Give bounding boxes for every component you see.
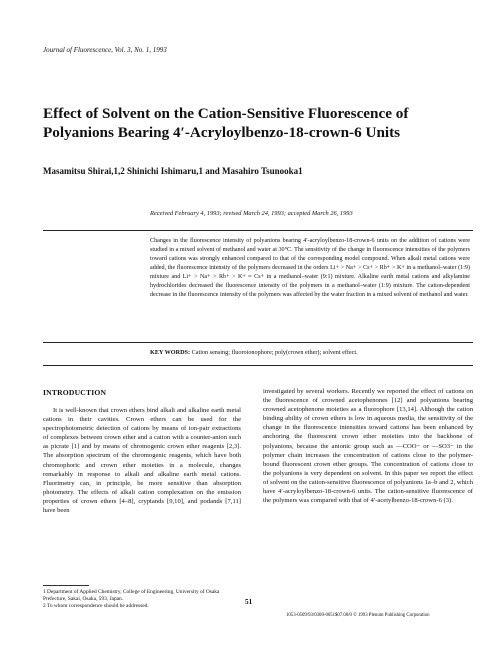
abstract-bottom-rule <box>43 342 473 343</box>
intro-paragraph-right: investigated by several workers. Recently we reported the effect of cations on the fluorescence of crowned acetophenones [12] and polyanions bearing crowned acetophenone moieties as a fluorophore [13,14]. Although the cation binding ability of crown ethers is low in aqueous media, the sensitivity of the change in the fluorescence intensities toward cations has been enhanced by anchoring the fluorescent crown ether moieties into the backbone of polyanions, because the anionic group such as —COO− or —SO3− in the polymer chain increases the concentration of cations close to the polymer-bound fluorescent crown ether groups. The concentration of cations close to the polyanions is very dependent on solvent. In this paper we report the effect of solvent on the cation-sensitive fluorescence of polyanions 1a–b and 2, which have 4′-acryloylbenzo-18-crown-6 units. The cation-sensitive fluorescence of the polymers was compared with that of 4′-acetylbenzo-18-crown-6 (3). <box>263 388 473 505</box>
intro-paragraph-left: It is well-known that crown ethers bind alkali and alkaline earth metal cations in their cavities. Crown ethers can be used for the spectrophotometric detection of cations by means of ion-pair extractions of complexes between crown ether and a cation with a counter-anion such as picrate [1] and by means of chromogenic crown ether reagents [2,3]. The absorption spectrum of the chromogenic reagents, which have both chromophoric and crown ether moieties in a molecule, changes remarkably in response to alkali and alkaline earth metal cations. Fluorimetry can, in principle, be more sensitive than absorption photometry. The effects of alkali cation complexation on the emission properties of crown ethers [4–8], cryptands [9,10], and podands [7,11] have been <box>43 407 241 515</box>
journal-citation: Journal of Fluorescence, Vol. 3, No. 1, 1993 <box>43 46 167 54</box>
received-dates: Received February 4, 1993; revised March 24, 1993; accepted March 26, 1993 <box>150 210 353 217</box>
keywords-rule <box>43 365 473 366</box>
abstract-top-rule <box>43 230 473 231</box>
author-list: Masamitsu Shirai,1,2 Shinichi Ishimaru,1 and Masahiro Tsunooka1 <box>43 166 303 176</box>
body-column-left <box>43 406 241 515</box>
footnote-correspondence: 2 To whom correspondence should be addressed. <box>43 603 149 609</box>
page-number: 51 <box>245 598 253 606</box>
footnotes <box>43 589 241 610</box>
keywords-list: Cation sensing; fluoroionophore; poly(crown ether); solvent effect. <box>190 349 358 356</box>
body-column-right <box>263 387 473 505</box>
section-heading-introduction: INTRODUCTION <box>43 388 107 397</box>
article-title: Effect of Solvent on the Cation-Sensitive Fluorescence of Polyanions Bearing 4′-Acryloylbenzo-18-crown-6 Units <box>43 105 409 141</box>
keywords-line <box>150 349 470 356</box>
abstract-text: Changes in the fluorescence intensity of polyanions bearing 4′-acryloylbenzo-18-crown-6 units on the addition of cations were studied in a mixed solvent of methanol and water at 30°C. The sensitivity of the change in fluorescence intensities of the polymers toward cations was strongly enhanced compared to that of the corresponding model compound. When alkali metal cations were added, the fluorescence intensity of the polymers decreased in the orders Li+ > Na+ > Cs+ > Rb+ > K+ in a methanol–water (1:9) mixture and Li+ > Na+ > Rb+ > K+ ≈ Cs+ in a methanol–water (9:1) mixture. Alkaline earth metal cations and alkylamine hydrochlorides decreased the fluorescence intensity of the polymers in a methanol–water (1:9) mixture. The cation-dependent decrease in the fluorescence intensity of the polymers was affected by the water fraction in a mixed solvent of methanol and water. <box>150 238 470 298</box>
issn-copyright-line: 1053-0509/93/0300-0051$07.00/0 © 1993 Plenum Publishing Corporation <box>286 613 430 618</box>
keywords-label: KEY WORDS: <box>150 349 191 356</box>
footnote-affiliation: 1 Department of Applied Chemistry, College of Engineering, University of Osaka Prefecture, Sakai, Osaka, 593, Japan. <box>43 589 220 602</box>
footnote-rule <box>43 585 89 586</box>
